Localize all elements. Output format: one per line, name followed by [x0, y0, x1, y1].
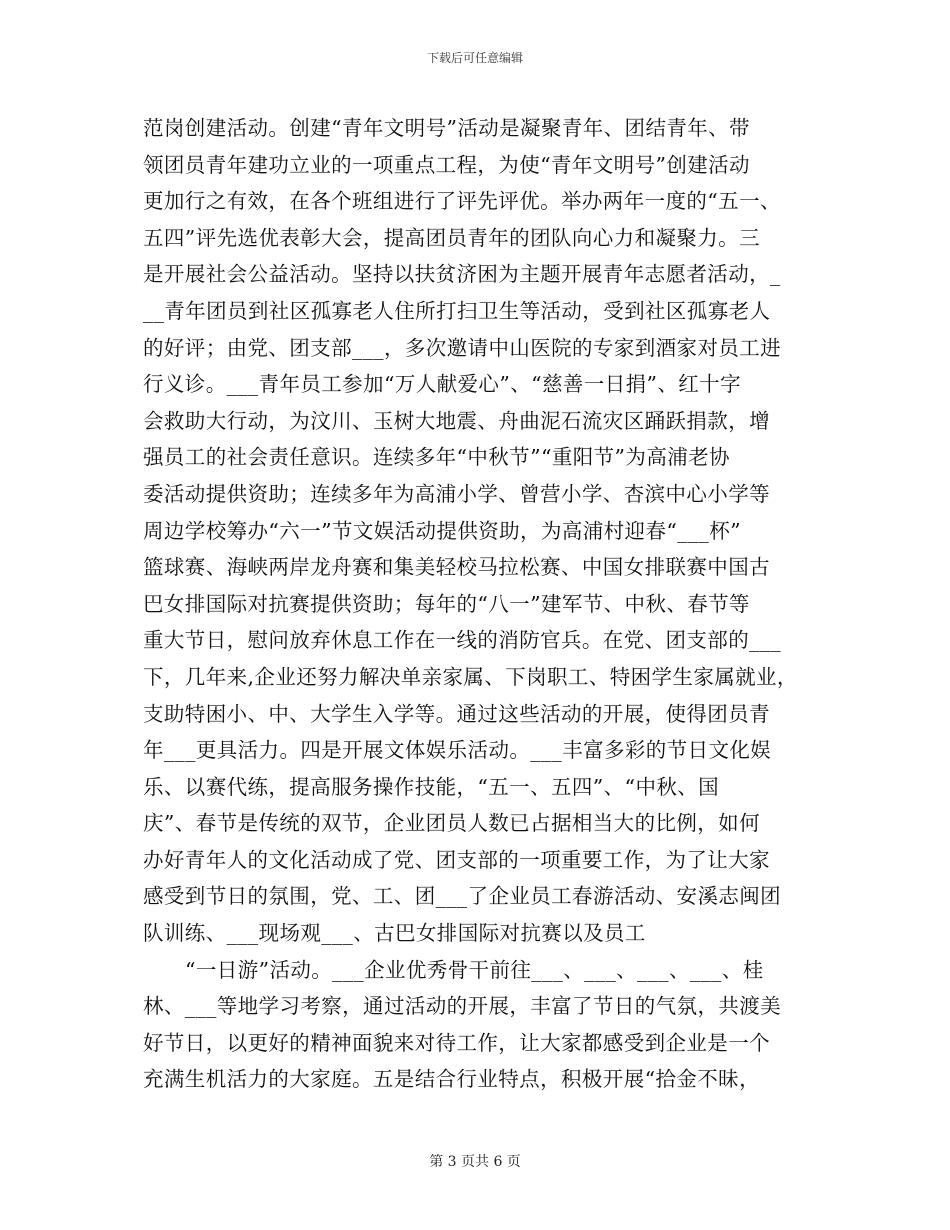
- text-line: 周边学校筹办“六一”节文娱活动提供资助，为高浦村迎春“___杯”: [143, 518, 741, 543]
- text-line: 委活动提供资助；连续多年为高浦小学、曾营小学、杏滨中心小学等: [143, 481, 770, 506]
- text-line: 行义诊。___青年员工参加“万人献爱心”、“慈善一日捐”、红十字: [143, 372, 741, 397]
- page-header: 下载后可任意编辑: [426, 51, 523, 65]
- text-line: 充满生机活力的大家庭。五是结合行业特点，积极开展“拾金不昧，: [143, 1067, 760, 1092]
- text-line: 强员工的社会责任意识。连续多年“中秋节”“重阳节”为高浦老协: [143, 445, 730, 470]
- text-line: __青年团员到社区孤寡老人住所打扫卫生等活动，受到社区孤寡老人: [143, 298, 771, 323]
- page-number: 第 3 页共 6 页: [429, 1154, 521, 1170]
- text-line: 篮球赛、海峡两岸龙舟赛和集美轻校马拉松赛、中国女排联赛中国古: [143, 555, 770, 580]
- text-line: 五四”评先选优表彰大会，提高团员青年的团队向心力和凝聚力。三: [143, 225, 760, 250]
- text-line: 下，几年来,企业还努力解决单亲家属、下岗职工、特困学生家属就业，: [143, 664, 798, 689]
- text-line: 支助特困小、中、大学生入学等。通过这些活动的开展，使得团员青: [143, 701, 770, 726]
- text-line: 的好评；由党、团支部___，多次邀请中山医院的专家到酒家对员工进: [143, 335, 782, 360]
- text-line: 林、___等地学习考察，通过活动的开展，丰富了节日的气氛，共渡美: [143, 994, 782, 1019]
- text-line-indented: “一日游”活动。___企业优秀骨干前往___、___、___、___、桂: [185, 957, 764, 982]
- text-line: 庆”、春节是传统的双节，企业团员人数已占据相当大的比例，如何: [143, 811, 760, 836]
- text-line: 会救助大行动，为汶川、玉树大地震、舟曲泥石流灾区踊跃捐款，增: [143, 408, 770, 433]
- text-line: 巴女排国际对抗赛提供资助；每年的“八一”建军节、中秋、春节等: [143, 591, 750, 616]
- text-line: 范岗创建活动。创建“青年文明号”活动是凝聚青年、团结青年、带: [143, 116, 750, 140]
- text-line: 乐、以赛代练，提高服务操作技能，“五一、五四”、“中秋、国: [143, 774, 720, 799]
- text-line: 感受到节日的氛围，党、工、团___了企业员工春游活动、安溪志闽团: [143, 884, 782, 909]
- text-line: 领团员青年建功立业的一项重点工程，为使“青年文明号”创建活动: [143, 152, 750, 177]
- text-line: 队训练、___现场观___、古巴女排国际对抗赛以及员工: [143, 921, 646, 946]
- text-line: 是开展社会公益活动。坚持以扶贫济困为主题开展青年志愿者活动，_: [143, 262, 781, 287]
- text-line: 重大节日，慰问放弃休息工作在一线的消防官兵。在党、团支部的___: [143, 628, 782, 653]
- body-text: [143, 110, 815, 1098]
- text-line: 办好青年人的文化活动成了党、团支部的一项重要工作，为了让大家: [143, 847, 770, 872]
- text-line: 更加行之有效，在各个班组进行了评先评优。举办两年一度的“五一、: [143, 189, 781, 214]
- text-line: 好节日，以更好的精神面貌来对待工作，让大家都感受到企业是一个: [143, 1030, 770, 1055]
- text-line: 年___更具活力。四是开展文体娱乐活动。___丰富多彩的节日文化娱: [143, 738, 772, 763]
